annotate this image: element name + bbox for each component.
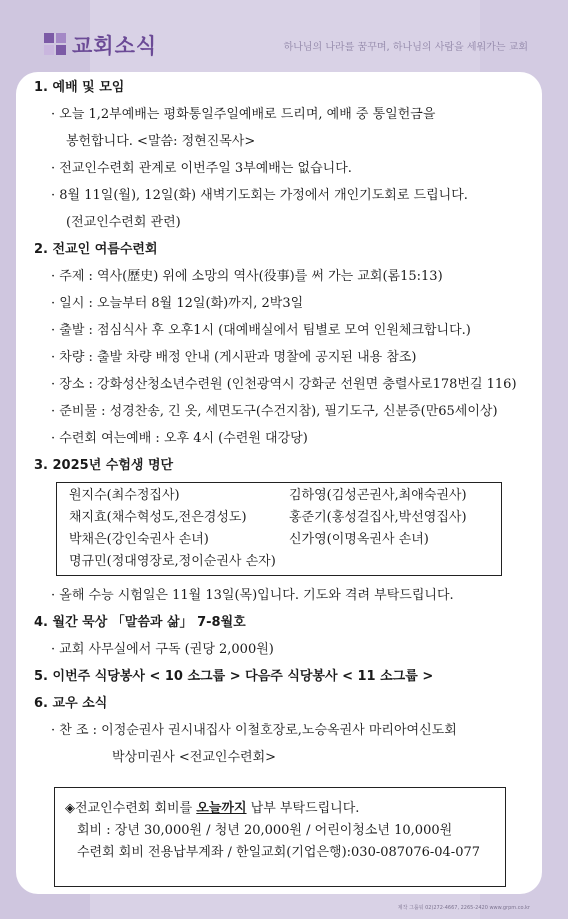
text-line: · 올해 수능 시험일은 11월 13일(목)입니다. 기도와 격려 부탁드립니다. (51, 588, 454, 603)
student-name: 원지수(최수정집사) (69, 488, 180, 503)
list-item (69, 507, 501, 529)
section-heading: 2. 전교인 여름수련회 (34, 242, 158, 257)
student-name: 김하영(김성곤권사,최애숙권사) (289, 488, 467, 503)
bulletin-content (34, 74, 534, 887)
notice-line (65, 798, 505, 820)
text-line: · 준비물 : 성경찬송, 긴 옷, 세면도구(수건지참), 필기도구, 신분증(만65세이상) (51, 404, 498, 419)
section-heading: 6. 교우 소식 (34, 696, 108, 711)
section-heading: 4. 월간 묵상 「말씀과 삶」 7-8월호 (34, 615, 246, 630)
list-item (69, 529, 501, 551)
footer-credit: 제작 그룹워 02)272-4667, 2265-2420 www.grpm.co.kr (397, 905, 530, 911)
text-line: 봉헌합니다. <말씀: 정현진목사> (66, 134, 256, 149)
student-name: 홍준기(홍성걸집사,박선영집사) (289, 510, 467, 525)
section-heading: 1. 예배 및 모임 (34, 80, 125, 95)
student-list-box (56, 482, 502, 576)
list-item (69, 551, 501, 573)
student-name: 명규민(정대영장로,정이순권사 손자) (69, 554, 276, 569)
text-line: · 오늘 1,2부예배는 평화통일주일예배로 드리며, 예배 중 통일헌금을 (51, 107, 436, 122)
account-line: 수련회 회비 전용납부계좌 / 한일교회(기업은행):030-087076-04-077 (77, 845, 481, 860)
student-name: 신가영(이명옥권사 손녀) (289, 532, 429, 547)
text-line: · 수련회 여는예배 : 오후 4시 (수련원 대강당) (51, 431, 308, 446)
text-line: (전교인수련회 관련) (66, 215, 181, 230)
text-line: · 전교인수련회 관계로 이번주일 3부예배는 없습니다. (51, 161, 352, 176)
text-line: · 찬 조 : 이정순권사 권시내집사 이철호장로,노승옥권사 마리아여신도회 (51, 723, 457, 738)
text-line: · 장소 : 강화성산청소년수련원 (인천광역시 강화군 선원면 충렬사로178번길 116) (51, 377, 517, 392)
section-heading: 3. 2025년 수험생 명단 (34, 458, 174, 473)
text-line: 박상미권사 <전교인수련회> (112, 750, 277, 765)
student-name: 채지효(채수혁성도,전은경성도) (69, 510, 247, 525)
notice-text: 납부 부탁드립니다. (246, 801, 360, 816)
fee-notice-box (54, 787, 506, 887)
list-item (69, 485, 501, 507)
text-line: · 차량 : 출발 차량 배정 안내 (게시판과 명찰에 공지된 내용 참조) (51, 350, 417, 365)
notice-emphasis: 오늘까지 (196, 801, 247, 816)
tagline: 하나님의 나라를 꿈꾸며, 하나님의 사람을 세워가는 교회 (283, 42, 528, 53)
student-name: 박채은(강인숙권사 손녀) (69, 532, 209, 547)
text-line: · 출발 : 점심식사 후 오후1시 (대예배실에서 팀별로 모여 인원체크합니다.) (51, 323, 471, 338)
page-header (0, 0, 568, 72)
logo-icon (44, 33, 66, 55)
text-line: · 주제 : 역사(歷史) 위에 소망의 역사(役事)를 써 가는 교회(롬15:13) (51, 269, 443, 284)
notice-text: ◈전교인수련회 회비를 (65, 801, 197, 816)
section-heading: 5. 이번주 식당봉사 < 10 소그룹 > 다음주 식당봉사 < 11 소그룹 > (34, 669, 434, 684)
text-line: · 일시 : 오늘부터 8월 12일(화)까지, 2박3일 (51, 296, 304, 311)
fee-line: 회비 : 장년 30,000원 / 청년 20,000원 / 어린이청소년 10,000원 (77, 823, 453, 838)
page-title: 교회소식 (72, 34, 158, 58)
text-line: · 교회 사무실에서 구독 (권당 2,000원) (51, 642, 274, 657)
text-line: · 8월 11일(월), 12일(화) 새벽기도회는 가정에서 개인기도회로 드립니다. (51, 188, 468, 203)
